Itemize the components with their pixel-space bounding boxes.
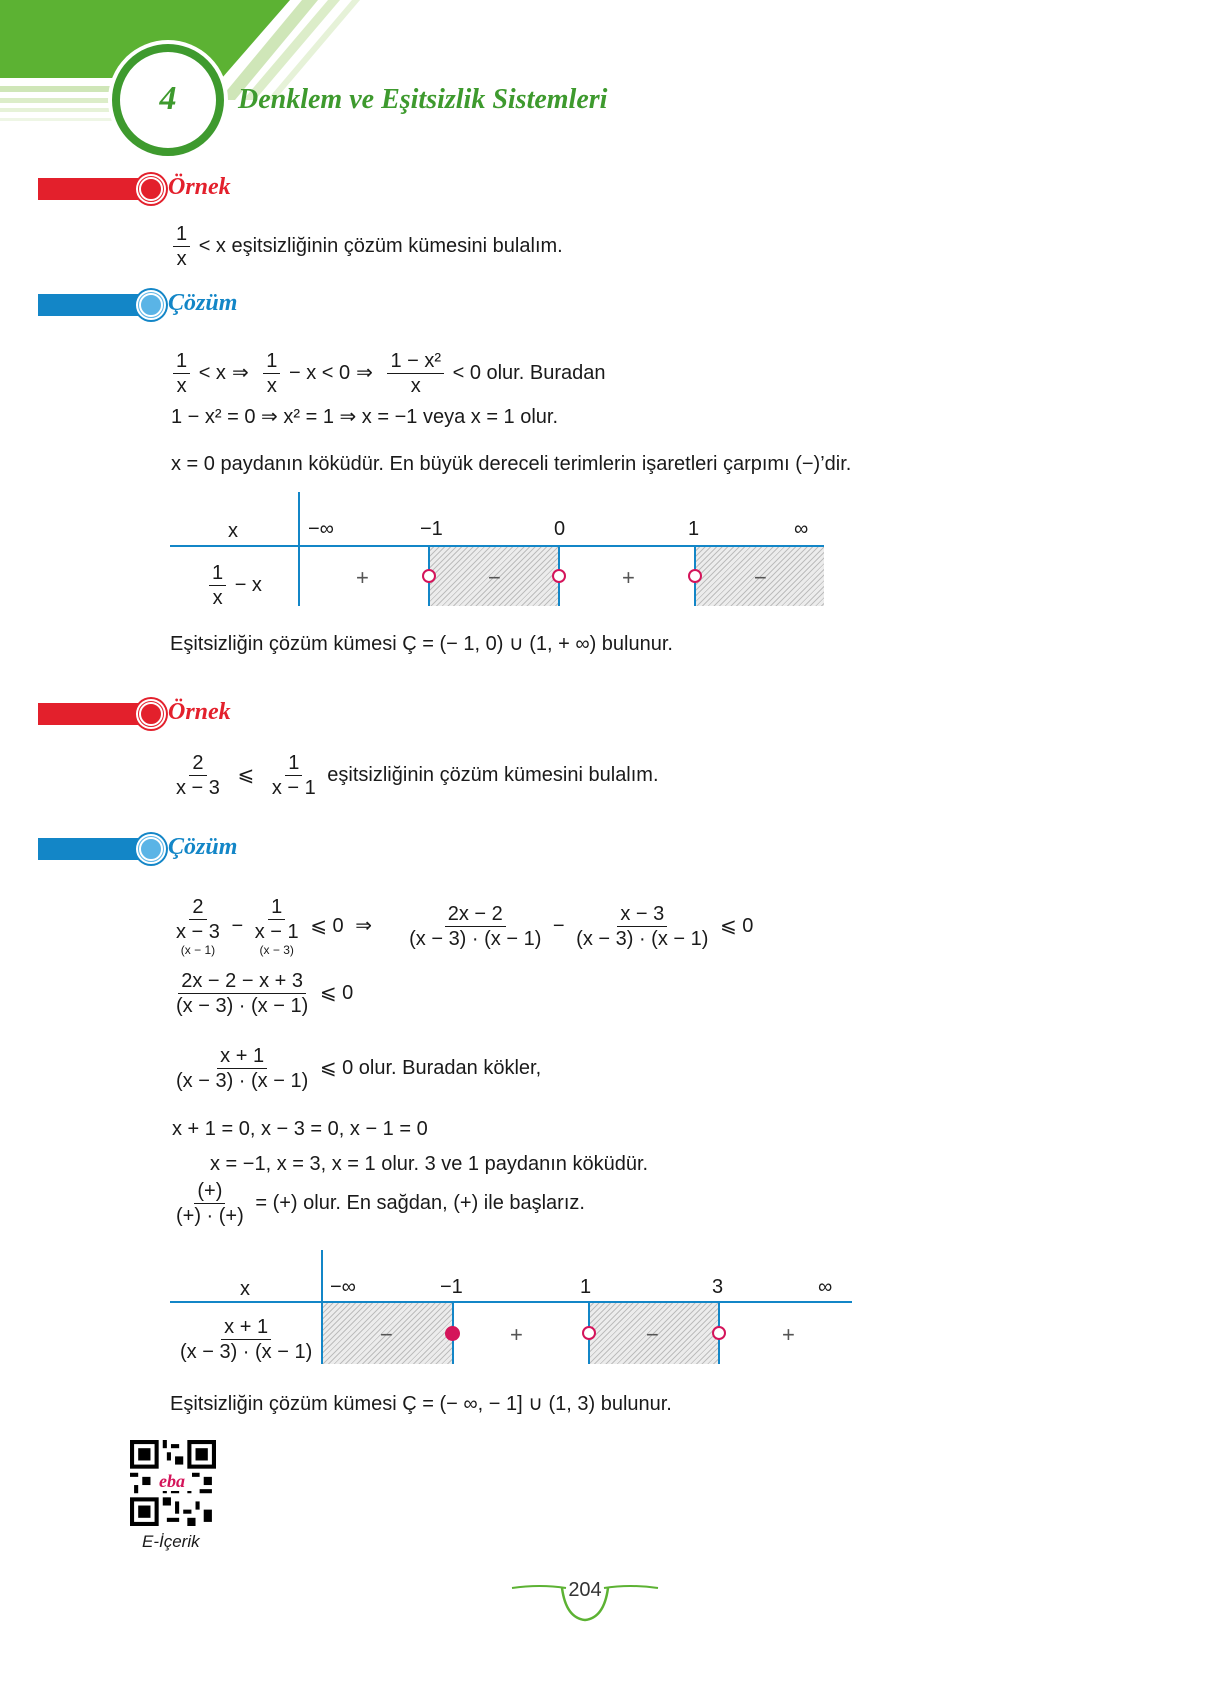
sign-cell: + bbox=[510, 1322, 523, 1347]
table-tick: 1 bbox=[580, 1276, 592, 1298]
table-expression: $\frac{1}{x}$ − x bbox=[206, 562, 262, 609]
sign-cell: − bbox=[488, 565, 501, 590]
solution2-line6: $\frac{(+)}{(+) \cdot (+)}$ = (+) olur. En sağdan, (+) ile başlarız. bbox=[176, 1180, 585, 1227]
solution-bullet-icon bbox=[136, 290, 166, 320]
solution2-line3: $\frac{x + 1}{(x - 3) \cdot (x - 1)}$ ⩽ 0 olur. Buradan kökler, bbox=[176, 1045, 542, 1092]
sign-cell: + bbox=[622, 565, 635, 590]
solution2-line4: x + 1 = 0, x − 3 = 0, x − 1 = 0 bbox=[172, 1118, 428, 1140]
table-tick: ∞ bbox=[794, 518, 809, 540]
solution2-line2: $\frac{2x - 2 - x + 3}{(x - 3) \cdot (x - 1)}$ ⩽ 0 bbox=[176, 970, 354, 1017]
solution-bullet-icon bbox=[136, 834, 166, 864]
sign-table-vline bbox=[298, 492, 300, 606]
solution2-line5: x = −1, x = 3, x = 1 olur. 3 ve 1 paydanın köküdür. bbox=[210, 1153, 649, 1175]
chapter-number: 4 bbox=[159, 80, 177, 117]
table-tick: 0 bbox=[554, 518, 566, 540]
open-circle-marker bbox=[582, 1326, 596, 1340]
table-x-label: x bbox=[228, 520, 238, 542]
open-circle-marker bbox=[712, 1326, 726, 1340]
table-tick: −1 bbox=[440, 1276, 463, 1298]
sign-table-vline bbox=[321, 1250, 323, 1364]
example-bullet-icon bbox=[136, 174, 166, 204]
example-marker-bar bbox=[38, 178, 143, 200]
example-label: Örnek bbox=[168, 699, 231, 725]
table-tick: −∞ bbox=[308, 518, 334, 540]
solution1-line2: 1 − x² = 0 ⇒ x² = 1 ⇒ x = −1 veya x = 1 olur. bbox=[171, 406, 559, 428]
solution-marker-bar bbox=[38, 294, 143, 316]
example-bullet-icon bbox=[136, 699, 166, 729]
question-text: < x eşitsizliğinin çözüm kümesini bulalım. bbox=[198, 234, 563, 257]
qr-caption: E-İçerik bbox=[142, 1532, 200, 1551]
filled-circle-marker bbox=[445, 1326, 460, 1341]
solution1-line3: x = 0 paydanın köküdür. En büyük dereceli terimlerin işaretleri çarpımı (−)’dir. bbox=[171, 453, 852, 475]
example2-question: $\frac{2}{x - 3}$ ⩽ $\frac{1}{x - 1}$ eşitsizliğinin çözüm kümesini bulalım. bbox=[176, 752, 659, 799]
solution-label: Çözüm bbox=[168, 834, 238, 860]
sign-table-hline bbox=[170, 1301, 852, 1303]
sign-cell: − bbox=[754, 565, 767, 590]
solution1-line1: $\frac{1}{x}$ < x ⇒ $\frac{1}{x}$ − x < 0 ⇒ $\frac{\text{1 − x²}}{x}$ < 0 olur. Buradan bbox=[170, 350, 605, 397]
solution2-result: Eşitsizliğin çözüm kümesi Ç = (− ∞, − 1] ∪ (1, 3) bulunur. bbox=[170, 1393, 672, 1415]
sign-cell: + bbox=[782, 1322, 795, 1347]
table-tick: ∞ bbox=[818, 1276, 833, 1298]
table-tick: −1 bbox=[420, 518, 443, 540]
solution1-result: Eşitsizliğin çözüm kümesi Ç = (− 1, 0) ∪ (1, + ∞) bulunur. bbox=[170, 633, 673, 655]
fraction: $\frac{1}{x}$ bbox=[173, 223, 190, 270]
qr-brand-logo: eba bbox=[152, 1471, 192, 1491]
sign-table-hline bbox=[170, 545, 824, 547]
sign-cell: + bbox=[356, 565, 369, 590]
open-circle-marker bbox=[688, 569, 702, 583]
open-circle-marker bbox=[552, 569, 566, 583]
example-marker-bar bbox=[38, 703, 143, 725]
chapter-title: Denklem ve Eşitsizlik Sistemleri bbox=[238, 84, 608, 115]
table-expression: $\frac{x + 1}{(x - 3) \cdot (x - 1)}$ bbox=[180, 1316, 313, 1363]
sign-cell: − bbox=[380, 1322, 393, 1347]
open-circle-marker bbox=[422, 569, 436, 583]
page-number: 204 bbox=[568, 1579, 602, 1601]
example1-question bbox=[170, 223, 563, 270]
example-label: Örnek bbox=[168, 174, 231, 200]
solution-marker-bar bbox=[38, 838, 143, 860]
table-x-label: x bbox=[240, 1278, 250, 1300]
solution-label: Çözüm bbox=[168, 290, 238, 316]
sign-cell: − bbox=[646, 1322, 659, 1347]
solution2-line1: 2 x − 3 (x − 1) − 1 x − 1 (x − 3) ⩽ 0 ⇒ $\frac{2x - 2}{(x - 3) \cdot (x - 1)}$ − $\frac{x - 3}{(x - 3) \cdot (x - 1)}$ ⩽ 0 bbox=[176, 896, 754, 957]
table-tick: 3 bbox=[712, 1276, 724, 1298]
table-tick: −∞ bbox=[330, 1276, 356, 1298]
table-tick: 1 bbox=[688, 518, 700, 540]
